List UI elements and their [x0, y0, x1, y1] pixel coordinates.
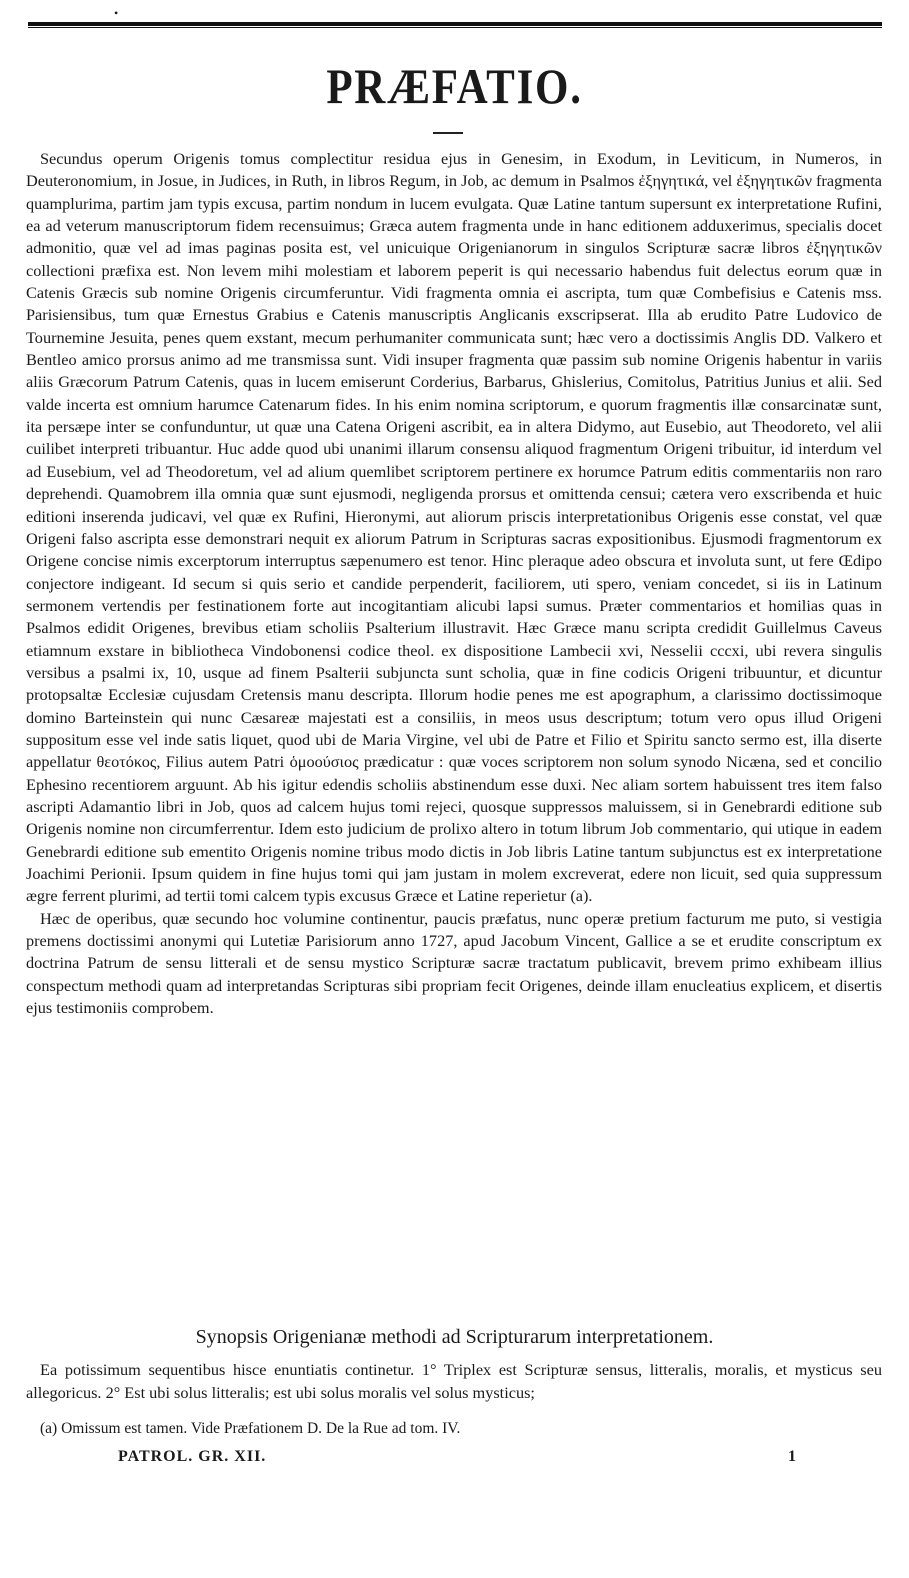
top-rule	[28, 22, 882, 28]
page-title: PRÆFATIO.	[326, 58, 583, 114]
title-divider	[433, 132, 463, 134]
footer-signature: PATROL. GR. XII.	[118, 1448, 267, 1465]
body-paragraph-1: Secundus operum Origenis tomus complectitur residua ejus in Genesim, in Exodum, in Leviticum, in Numeros, in Deuteronomium, in Josue, in Judices, in Ruth, in libros Regum, in Job, ac demum in Psalmos ἐξηγητικά, vel ἐξηγητικῶν fragmenta quamplurima, partim jam typis excusa, partim nondum in lucem evulgata. Quæ Latine tantum supersunt ex interpretatione Rufini, ea ad veterum manuscriptorum fidem recensuimus; Græca autem fragmenta unde in hanc editionem adduxerimus, specialis docet admonitio, quæ vel ad imas paginas posita est, vel unicuique Origenianorum in singulos Scripturæ sacræ libros ἐξηγητικῶν collectioni præfixa est. Non levem mihi molestiam et laborem peperit is qui necessario habendus fuit delectus eorum quæ in Catenis Græcis sub nomine Origenis circumferuntur. Vidi fragmenta omnia ei ascripta, tum quæ Combefisius e Catenis mss. Parisiensibus, tum quæ Ernestus Grabius e Catenis manuscriptis Anglicanis exscripserat. Illa ab erudito Patre Ludovico de Tournemine Jesuita, penes quem exstant, mecum perhumaniter communicata sunt; hæc vero a doctissimis Anglis DD. Valkero et Bentleo amico prorsus animo ad me transmissa sunt. Vidi insuper fragmenta quæ passim sub nomine Origenis habentur in variis aliis Græcorum Patrum Catenis, quas in lucem emiserunt Corderius, Barbarus, Ghislerius, Comitolus, Patritius Junius et alii. Sed valde incerta est omnium harumce Catenarum fides. In his enim nomina scriptorum, e quorum fragmentis illæ consarcinatæ sunt, ita persæpe inter se confunduntur, ut quæ una Catena Origeni ascribit, ea in altera Didymo, aut Eusebio, aut Theodoreto, vel alii cuilibet interpreti tribuantur. Huc adde quod ubi unanimi illarum consensu aliquod fragmentum Origeni tribuitur, id interdum vel ad Eusebium, vel ad Theodoretum, vel ad alium quemlibet scriptorem pertinere ex horumce Patrum editis commentariis non raro deprehendi. Quamobrem illa omnia quæ sunt ejusmodi, negligenda prorsus et omittenda censui; cætera vero exscribenda et huic editioni inserenda judicavi, vel quæ ex Rufini, Hieronymi, aut aliorum priscis interpretationibus Origenis esse constat, vel quæ Origeni falso ascripta esse demonstrari nequit ex aliorum Patrum in Scripturas sacras expositionibus. Ejusmodi fragmentorum ex Origene concise nimis excerptorum interruptus sæpenumero est tenor. Hinc pleraque adeo obscura et involuta sunt, ut fere Œdipo conjectore indigeant. Id secum si quis serio et candide perpenderit, faciliorem, uti spero, veniam concedet, si iis in Latinum sermonem vertendis per festinationem forte aut incogitantiam alicubi lapsi sumus. Præter commentarios et homilias quas in Psalmos edidit Origenes, brevibus etiam scholiis Psalterium illustravit. Hæc Græce manu scripta credidit Guillelmus Caveus etiamnum exstare in bibliotheca Vindobonensi codice theol. ex dispositione Lambecii xvi, Nesselii cccxi, ubi revera singulis versibus a psalmi ix, 10, usque ad finem Psalterii subjuncta sunt scholia, quæ in fine codicis Origeni tribuuntur, et dicuntur protopsaltæ Ecclesiæ cujusdam Cretensis manu descripta. Illorum hodie penes me est apographum, a clarissimo doctissimoque domino Barteinstein qui nunc Cæsareæ majestati est a consiliis, in meos usus descriptum; totum vero opus illud Origeni suppositum esse vel inde satis liquet, quod ubi de Maria Virgine, vel ubi de Patre et Filio et Spiritu sancto sermo est, illa diserte appellatur θεοτόκος, Filius autem Patri ὁμοούσιος prædicatur : quæ voces scriptorem non solum synodo Nicæna, sed et concilio Ephesino recentiorem arguunt. Ab his igitur edendis scholiis abstinendum esse duxi. Nec aliam sortem habuissent tres item falso ascripti Adamantio libri in Job, quos ad calcem hujus tomi rejeci, quosque suppressos maluissem, si in Genebrardi editione sub Origenis nomine non circumferrentur. Idem esto judicium de prolixo altero in totum librum Job commentario, qui utique in eadem Genebrardi editione sub ementito Origenis nomine tribus modo dictis in Job libris Latine tantum subjunctus est ex interpretatione Joachimi Perionii. Ipsum quidem in fine hujus tomi qui jam justam in molem excreverat, edere non licuit, sed quia suppressum ægre ferrent plurimi, ad tertii tomi calcem typis excusus Græce et Latine reperietur (a).	[26, 149, 882, 906]
section-heading: Synopsis Origenianæ methodi ad Scripturarum interpretationem.	[195, 1326, 714, 1348]
preface-body	[26, 148, 882, 1019]
page-number: 1	[788, 1448, 796, 1465]
footnote: (a) Omissum est tamen. Vide Præfationem D. De la Rue ad tom. IV.	[40, 1420, 461, 1437]
print-mark: •	[114, 6, 119, 20]
synopsis-paragraph: Ea potissimum sequentibus hisce enuntiatis continetur. 1° Triplex est Scripturæ sensus, litteralis, moralis, et mysticus seu allegoricus. 2° Est ubi solus litteralis; est ubi solus moralis vel solus mysticus;	[26, 1360, 882, 1402]
synopsis-body	[26, 1359, 882, 1404]
body-paragraph-2: Hæc de operibus, quæ secundo hoc volumine continentur, paucis præfatus, nunc operæ pretium facturum me puto, si vestigia premens doctissimi anonymi qui Lutetiæ Parisiorum anno 1727, apud Jacobum Vincent, Gallice a se et erudite conscriptum ex doctrina Patrum de sensu litterali et de sensu mystico Scripturæ sacræ tractatum publicavit, brevem primo exhibeam illius conspectum methodi quam ad interpretandas Scripturas sibi propriam fecit Origenes, deinde illam enucleatius explicem, et disertis ejus testimoniis comprobem.	[26, 908, 882, 1018]
